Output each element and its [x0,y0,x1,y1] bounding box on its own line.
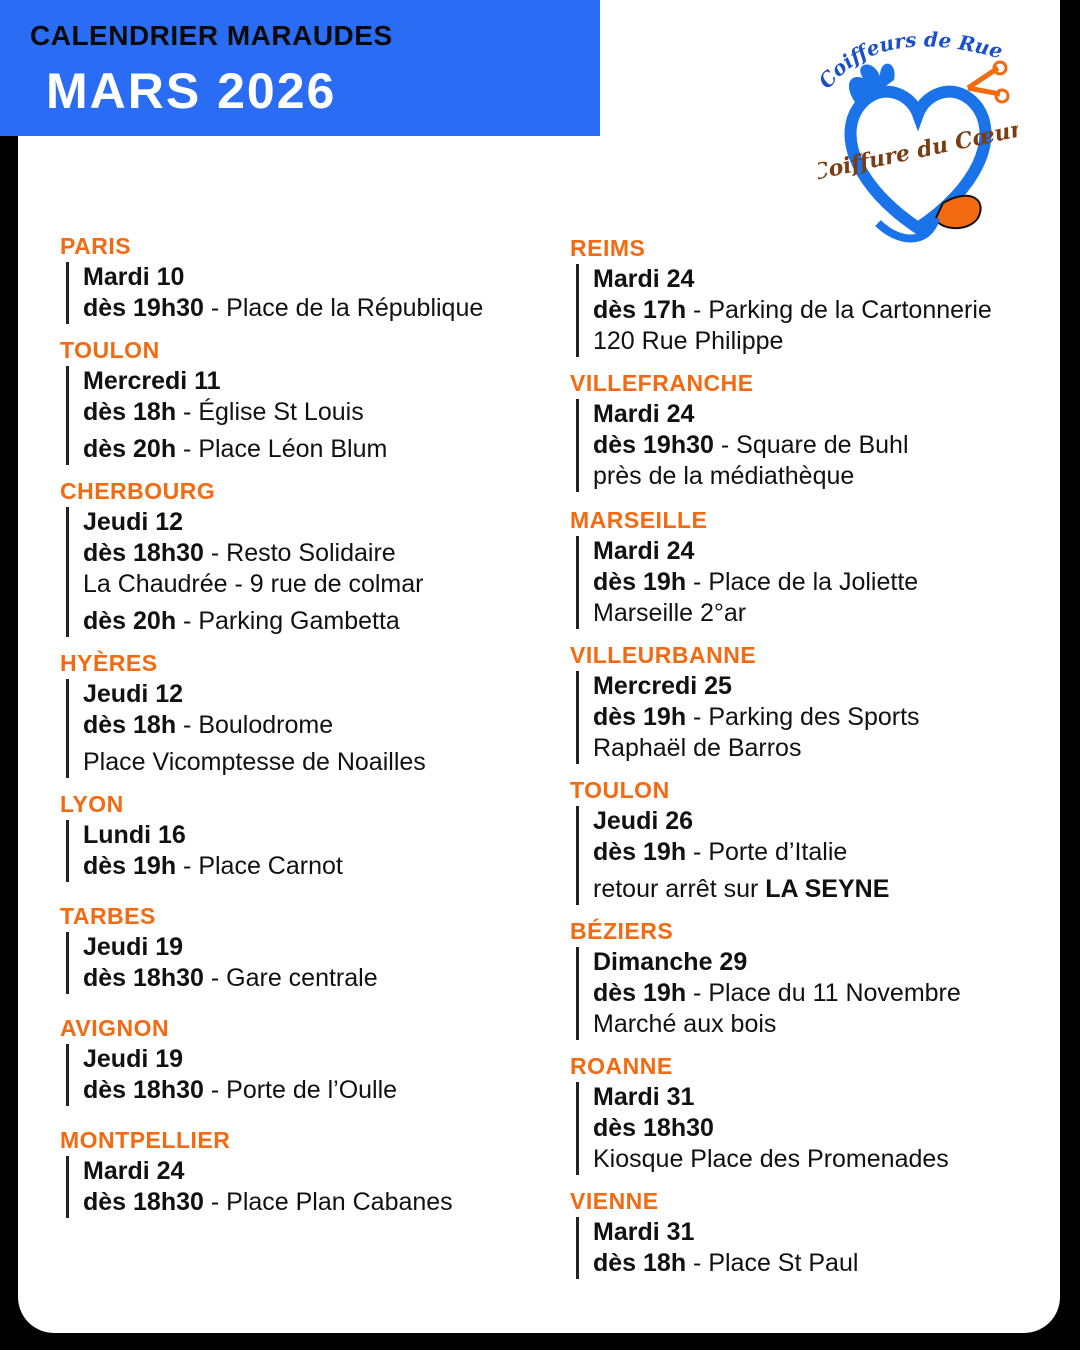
event-block [576,947,1060,1040]
event-day: Dimanche 29 [593,948,748,976]
city-name: MONTPELLIER [60,1127,231,1153]
event-line: Marseille 2°ar [593,599,747,627]
event-block [66,679,550,778]
event-line: dès 18h30 [593,1114,714,1142]
entry-avignon [60,1014,550,1106]
event-block [576,671,1060,764]
entry-beziers [570,917,1060,1040]
event-block [576,1082,1060,1175]
city-name: ROANNE [570,1053,673,1079]
entry-hyeres [60,649,550,778]
entry-vienne [570,1187,1060,1279]
header-title: MARS 2026 [46,63,337,119]
event-line: près de la médiathèque [593,462,855,490]
event-line: dès 18h30 - Gare centrale [83,964,378,992]
event-line: retour arrêt sur LA SEYNE [593,875,890,903]
event-line: dès 19h - Porte d’Italie [593,838,848,866]
event-line: dès 19h - Place Carnot [83,852,343,880]
event-line: dès 19h30 - Square de Buhl [593,431,909,459]
event-block [576,264,1060,357]
event-day: Lundi 16 [83,821,186,849]
event-block [66,366,550,465]
event-block [576,536,1060,629]
city-name: TOULON [570,777,670,803]
event-day: Mardi 24 [83,1157,185,1185]
left-column [60,232,550,1230]
event-line: dès 19h - Parking des Sports [593,703,920,731]
event-block [576,806,1060,905]
event-day: Mardi 24 [593,400,695,428]
entry-villefranche [570,369,1060,492]
event-line: La Chaudrée - 9 rue de colmar [83,570,424,598]
event-day: Mardi 24 [593,537,695,565]
event-line: dès 19h30 - Place de la République [83,294,484,322]
city-name: AVIGNON [60,1015,170,1041]
event-line: dès 20h - Place Léon Blum [83,435,388,463]
entry-roanne [570,1052,1060,1175]
event-day: Mardi 31 [593,1218,695,1246]
city-name: REIMS [570,235,646,261]
event-block [66,1156,550,1218]
event-day: Jeudi 26 [593,807,694,835]
city-name: PARIS [60,233,132,259]
event-day: Jeudi 19 [83,933,184,961]
event-day: Mardi 31 [593,1083,695,1111]
city-name: VILLEURBANNE [570,642,757,668]
entry-toulon [60,336,550,465]
entry-paris [60,232,550,324]
event-block [66,932,550,994]
event-line: dès 18h - Boulodrome [83,711,334,739]
entry-toulon-2 [570,776,1060,905]
entry-tarbes [60,902,550,994]
event-day: Jeudi 12 [83,680,184,708]
entry-cherbourg [60,477,550,637]
entry-reims [570,234,1060,357]
event-line: Place Vicomptesse de Noailles [83,748,426,776]
event-block [576,399,1060,492]
event-block [66,1044,550,1106]
event-line: Kiosque Place des Promenades [593,1145,949,1173]
entry-montpellier [60,1126,550,1218]
city-name: TOULON [60,337,160,363]
city-name: LYON [60,791,124,817]
event-line: dès 20h - Parking Gambetta [83,607,400,635]
entry-villeurbanne [570,641,1060,764]
city-name: TARBES [60,903,156,929]
event-line: dès 18h30 - Place Plan Cabanes [83,1188,453,1216]
event-day: Jeudi 19 [83,1045,184,1073]
event-block [66,820,550,882]
entry-marseille [570,506,1060,629]
event-day: Mercredi 11 [83,367,221,395]
event-day: Mardi 24 [593,265,695,293]
coiffeurs-de-rue-logo [818,18,1018,258]
event-day: Jeudi 12 [83,508,184,536]
event-block [576,1217,1060,1279]
city-name: BÉZIERS [570,918,674,944]
entry-lyon [60,790,550,882]
logo-text-center: Coiffure du Cœur [818,116,1018,187]
event-line: dès 18h30 - Porte de l’Oulle [83,1076,398,1104]
event-line: dès 18h - Place St Paul [593,1249,859,1277]
header-subtitle: CALENDRIER MARAUDES [30,20,393,51]
header-banner [0,0,600,136]
event-block [66,262,550,324]
city-name: HYÈRES [60,650,158,676]
event-line: dès 17h - Parking de la Cartonnerie [593,296,992,324]
right-column [570,234,1060,1291]
city-name: MARSEILLE [570,507,708,533]
city-name: CHERBOURG [60,478,216,504]
event-line: Raphaël de Barros [593,734,802,762]
event-line: dès 19h - Place de la Joliette [593,568,919,596]
city-name: VIENNE [570,1188,659,1214]
event-block [66,507,550,637]
event-day: Mardi 10 [83,263,185,291]
logo-text-top: Coiffeurs de Rue [818,27,1006,94]
city-name: VILLEFRANCHE [570,370,754,396]
event-line: dès 18h - Église St Louis [83,398,364,426]
event-line: dès 18h30 - Resto Solidaire [83,539,396,567]
event-line: 120 Rue Philippe [593,327,784,355]
event-line: dès 19h - Place du 11 Novembre [593,979,961,1007]
event-day: Mercredi 25 [593,672,732,700]
event-line: Marché aux bois [593,1010,777,1038]
